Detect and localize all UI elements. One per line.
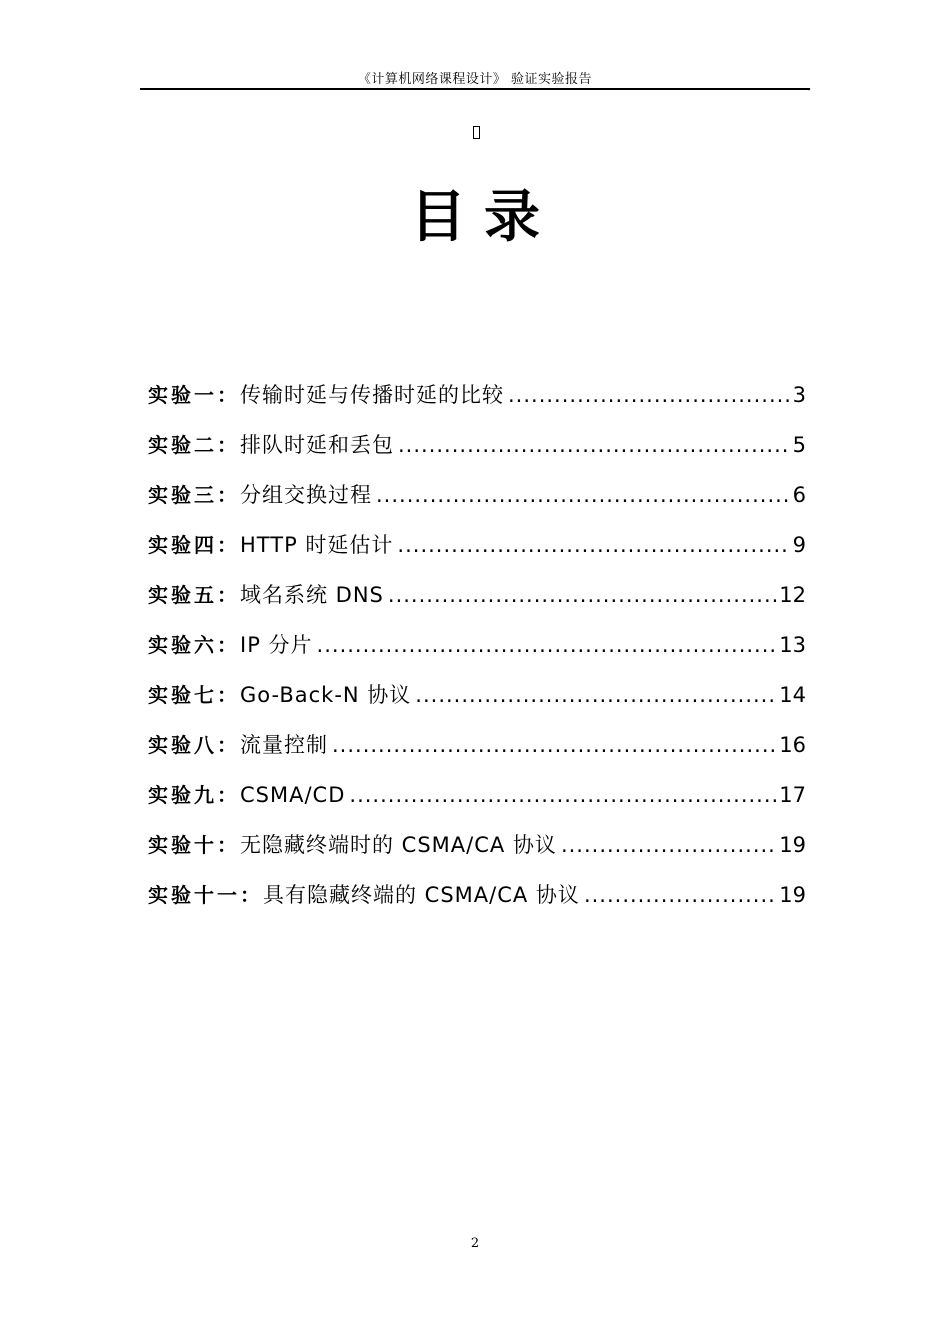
toc-entry-label: 实验九： — [148, 783, 240, 807]
toc-entry-page: 6 — [792, 483, 806, 507]
toc-entry-label: 实验六： — [148, 633, 240, 657]
toc-entry-text: 流量控制 — [240, 733, 328, 757]
toc-entry-leader — [415, 678, 777, 712]
toc-entry[interactable] — [148, 728, 806, 778]
toc-entry[interactable] — [148, 678, 806, 728]
toc-entry-leader — [376, 478, 791, 512]
toc-title: 目录 — [410, 184, 558, 250]
toc-entry-leader — [349, 778, 777, 812]
toc-entry[interactable] — [148, 428, 806, 478]
toc-entry-label: 实验五： — [148, 583, 240, 607]
toc-entry-label: 实验三： — [148, 483, 240, 507]
toc-entry-leader — [397, 528, 790, 562]
header-divider — [140, 88, 810, 90]
toc-entry-label: 实验十一： — [148, 883, 263, 907]
toc-entry-page: 16 — [779, 733, 806, 757]
toc-entry-leader — [398, 428, 791, 462]
toc-entry-label: 实验四： — [148, 533, 240, 557]
toc-entry[interactable] — [148, 528, 806, 578]
header-title: 《计算机网络课程设计》 验证实验报告 — [357, 72, 593, 87]
toc-entry[interactable] — [148, 778, 806, 828]
toc-entry-text: IP 分片 — [240, 633, 313, 657]
toc-entry-leader — [561, 828, 777, 862]
toc-entry-text: 无隐藏终端时的 CSMA/CA 协议 — [240, 833, 557, 857]
toc-entry-page: 5 — [792, 433, 806, 457]
toc-entry[interactable] — [148, 628, 806, 678]
toc-entry-page: 12 — [779, 583, 806, 607]
toc-entry[interactable] — [148, 878, 806, 928]
toc-entry-text: 排队时延和丢包 — [240, 433, 394, 457]
toc-entry-label: 实验七： — [148, 683, 240, 707]
toc-entry-page: 13 — [779, 633, 806, 657]
toc-list — [148, 378, 806, 928]
toc-entry-page: 17 — [779, 783, 806, 807]
toc-entry-text: 域名系统 DNS — [240, 583, 384, 607]
toc-entry-leader — [332, 728, 777, 762]
missing-glyph-icon — [473, 126, 480, 139]
toc-entry-page: 19 — [779, 833, 806, 857]
toc-entry-text: CSMA/CD — [240, 783, 346, 807]
toc-entry[interactable] — [148, 578, 806, 628]
toc-entry-text: 传输时延与传播时延的比较 — [240, 383, 504, 407]
toc-entry-text: 具有隐藏终端的 CSMA/CA 协议 — [263, 883, 580, 907]
toc-entry-page: 14 — [779, 683, 806, 707]
toc-entry-text: 分组交换过程 — [240, 483, 372, 507]
toc-entry[interactable] — [148, 478, 806, 528]
toc-entry-page: 3 — [792, 383, 806, 407]
toc-entry-leader — [508, 378, 791, 412]
toc-entry-leader — [584, 878, 777, 912]
toc-entry-page: 19 — [779, 883, 806, 907]
toc-entry-label: 实验十： — [148, 833, 240, 857]
toc-entry[interactable] — [148, 828, 806, 878]
toc-entry-label: 实验二： — [148, 433, 240, 457]
toc-entry-label: 实验八： — [148, 733, 240, 757]
toc-entry-leader — [317, 628, 778, 662]
toc-entry-leader — [388, 578, 777, 612]
page-number: 2 — [470, 1236, 480, 1251]
header-mark: , — [808, 81, 812, 92]
toc-entry-page: 9 — [792, 533, 806, 557]
toc-entry-text: HTTP 时延估计 — [240, 533, 394, 557]
toc-entry-text: Go-Back-N 协议 — [240, 683, 412, 707]
toc-entry-label: 实验一： — [148, 383, 240, 407]
toc-entry[interactable] — [148, 378, 806, 428]
